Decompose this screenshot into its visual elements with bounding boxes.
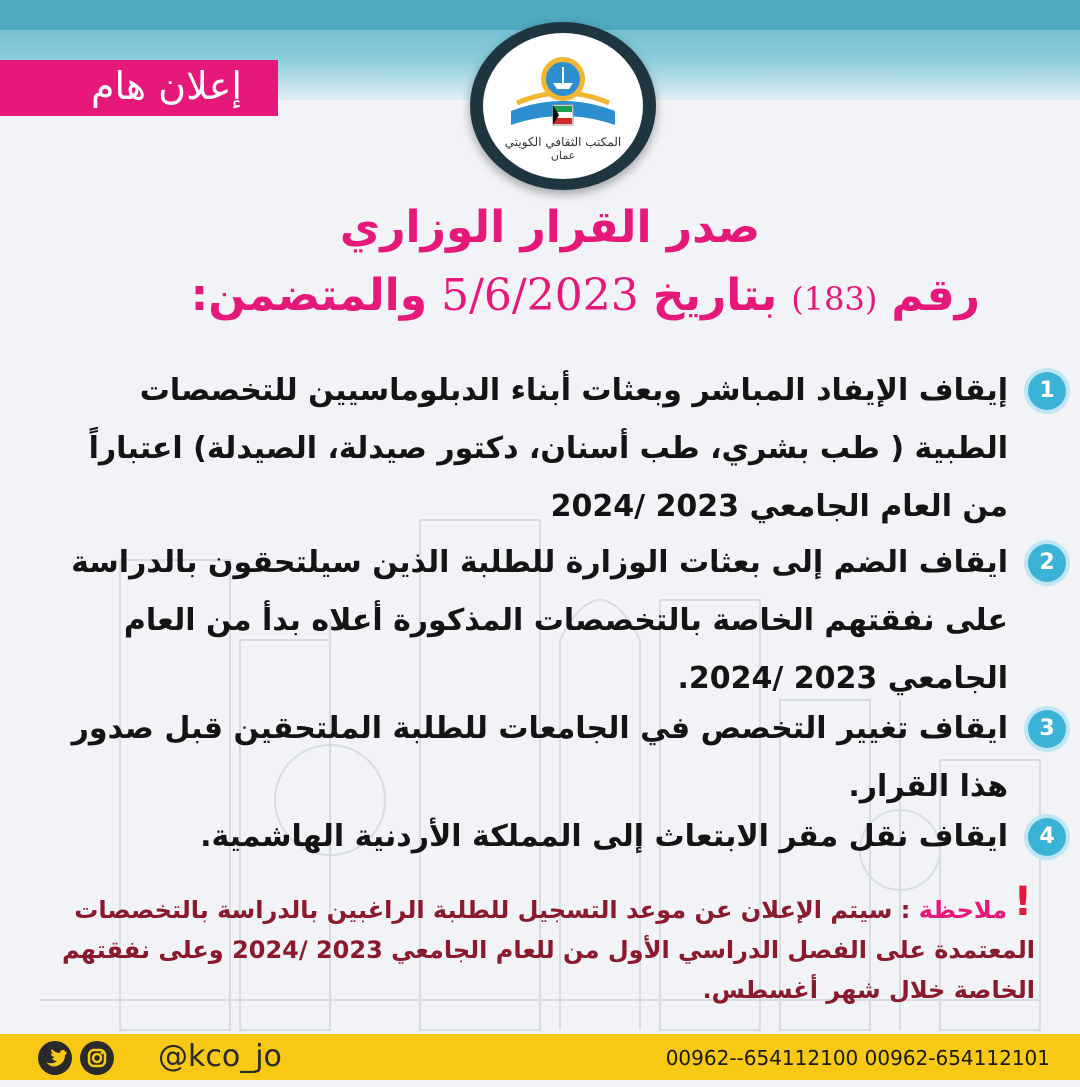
exclamation-icon: !	[1013, 879, 1032, 925]
decision-prefix: رقم	[891, 270, 980, 321]
decision-item-2	[48, 534, 1055, 708]
logo-line2: عمان	[550, 149, 576, 162]
decision-suffix: والمتضمن:	[190, 270, 428, 321]
item-number-badge: 4	[1028, 818, 1066, 856]
logo-caption	[483, 135, 643, 162]
phone-numbers: 00962--654112100 00962-654112101	[665, 1046, 1050, 1070]
instagram-icon[interactable]	[80, 1041, 114, 1075]
logo-emblem	[483, 33, 643, 179]
item-number-badge: 1	[1028, 372, 1066, 410]
kuwait-cultural-office-logo	[470, 22, 656, 190]
logo-line1: المكتب الثقافي الكويتي	[504, 135, 622, 149]
decision-item-4	[48, 808, 1055, 866]
twitter-icon[interactable]	[38, 1041, 72, 1075]
item-text: ايقاف نقل مقر الابتعاث إلى المملكة الأردنية الهاشمية.	[200, 819, 1008, 854]
decision-date-label: بتاريخ	[652, 270, 778, 321]
item-number-badge: 3	[1028, 710, 1066, 748]
badge-label: إعلان هام	[90, 64, 242, 108]
note-text: : سيتم الإعلان عن موعد التسجيل للطلبة الراغبين بالدراسة بالتخصصات المعتمدة على الفصل الدراسي الأول من للعام الجامعي 2023 /2024 وعلى نفقتهم الخاصة خلال شهر أغسطس.	[61, 896, 1035, 1004]
decision-item-1	[48, 362, 1055, 536]
decision-subtitle	[150, 270, 980, 321]
decision-title: صدر القرار الوزاري	[339, 202, 761, 253]
item-text: ايقاف تغيير التخصص في الجامعات للطلبة الملتحقين قبل صدور هذا القرار.	[71, 711, 1008, 804]
item-number-badge: 2	[1028, 544, 1066, 582]
decision-date: 5/6/2023	[441, 270, 639, 321]
note-paragraph	[45, 890, 1035, 1010]
footer-bar	[0, 1034, 1080, 1080]
important-announcement-badge	[0, 60, 278, 116]
decision-item-3	[48, 700, 1055, 816]
decision-number: (183)	[791, 280, 878, 318]
item-text: إيقاف الإيفاد المباشر وبعثات أبناء الدبلوماسيين للتخصصات الطبية ( طب بشري، طب أسنان، دكتور صيدلة، الصيدلة) اعتباراً من العام الجامعي 2023 /2024	[88, 373, 1008, 524]
note-label: ملاحظة	[918, 896, 1007, 924]
social-handle[interactable]: @kco_jo	[158, 1039, 282, 1074]
item-text: ايقاف الضم إلى بعثات الوزارة للطلبة الذين سيلتحقون بالدراسة على نفقتهم الخاصة بالتخصصات المذكورة أعلاه بدأ من العام الجامعي 2023 /2024.	[71, 545, 1008, 696]
